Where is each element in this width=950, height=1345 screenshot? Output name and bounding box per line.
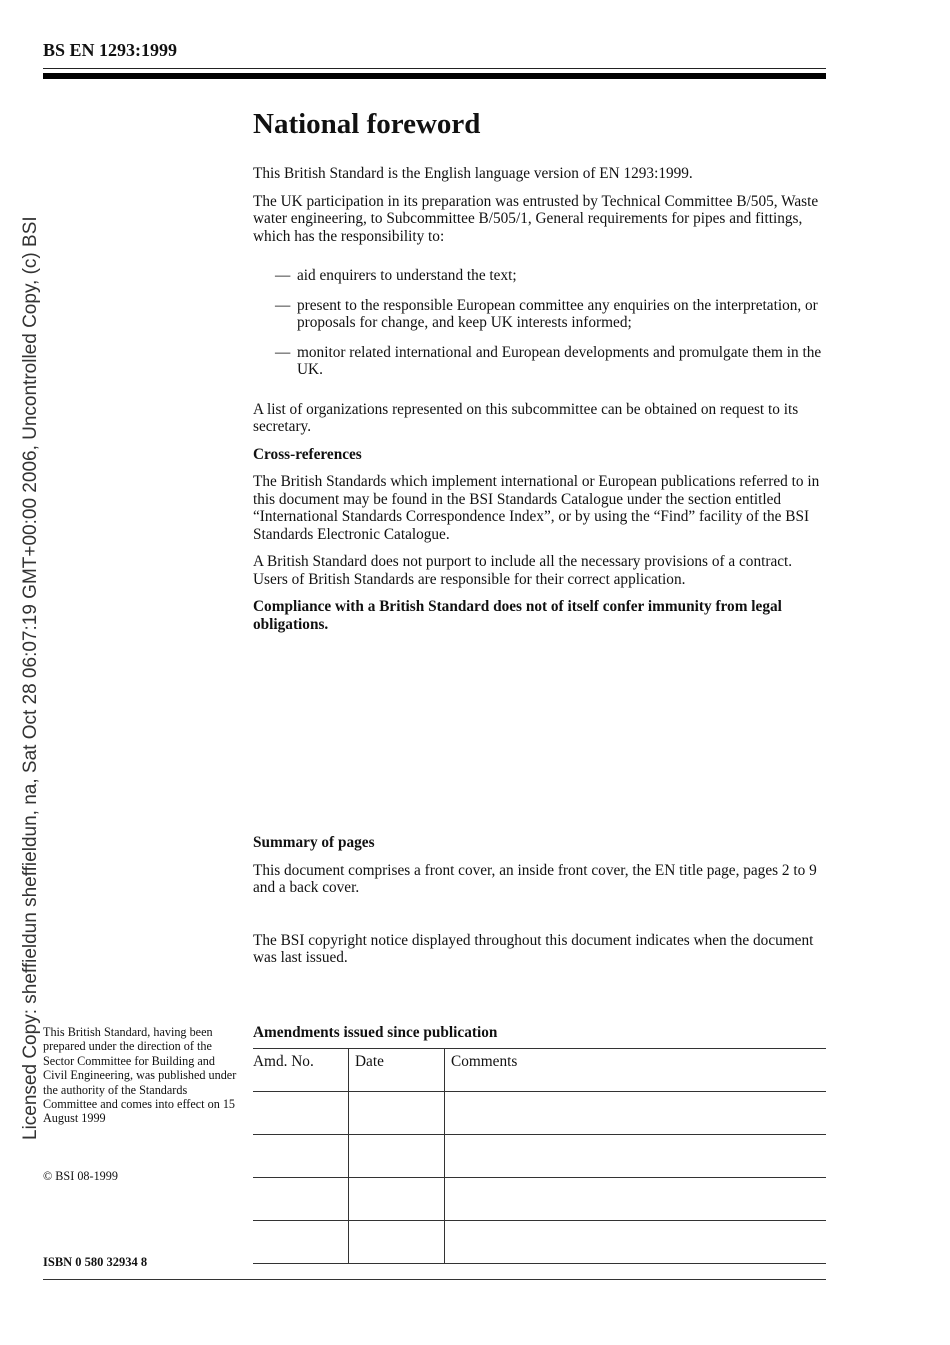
foreword-paragraph-1: This British Standard is the English language version of EN 1293:1999. <box>253 165 693 182</box>
foreword-paragraph-2: The UK participation in its preparation was entrusted by Technical Committee B/505, Waste water engineering, to Subcommittee B/505/1, General requirements for pipes and fittings, which has the responsibility to: <box>253 192 819 245</box>
list-dash: — <box>275 296 291 314</box>
footer-rule <box>43 1279 826 1280</box>
crossref-heading: Cross-references <box>253 445 362 463</box>
isbn: ISBN 0 580 32934 8 <box>43 1255 148 1269</box>
column-header-amd-no: Amd. No. <box>253 1049 349 1092</box>
table-row <box>253 1221 826 1264</box>
document-id-header: BS EN 1293:1999 <box>43 40 178 60</box>
header-rule-thin <box>43 68 826 69</box>
amendments-table <box>253 1048 826 1264</box>
column-header-date: Date <box>349 1049 445 1092</box>
compliance-statement: Compliance with a British Standard does not of itself confer immunity from legal obligations. <box>253 598 782 633</box>
summary-heading: Summary of pages <box>253 834 375 851</box>
bsi-copyright: © BSI 08-1999 <box>43 1169 118 1183</box>
publication-note: This British Standard, having been prepared under the direction of the Sector Committee for Building and Civil Engineering, was published under the authority of the Standards Committee and comes into effect on 15 August 1999 <box>43 1025 237 1126</box>
list-dash: — <box>275 343 291 361</box>
table-header-row <box>253 1049 826 1092</box>
foreword-body <box>253 165 828 643</box>
header-rule-thick <box>43 73 826 79</box>
table-row <box>253 1178 826 1221</box>
provisions-paragraph: A British Standard does not purport to include all the necessary provisions of a contract. Users of British Standards are responsible for their correct application. <box>253 553 793 588</box>
table-row <box>253 1092 826 1135</box>
responsibility-list-item: — monitor related international and European developments and promulgate them in the UK. <box>275 343 822 378</box>
summary-section <box>253 834 828 977</box>
table-row <box>253 1135 826 1178</box>
responsibility-list-item: — present to the responsible European committee any enquiries on the interpretation, or proposals for change, and keep UK interests informed; <box>275 296 818 331</box>
column-header-comments: Comments <box>445 1049 827 1092</box>
list-dash: — <box>275 267 291 284</box>
responsibility-list-item: — aid enquirers to understand the text; <box>275 267 517 284</box>
amendments-title: Amendments issued since publication <box>253 1024 498 1041</box>
page-title: National foreword <box>253 108 481 140</box>
license-watermark: Licensed Copy: sheffieldun sheffieldun, na, Sat Oct 28 06:07:19 GMT+00:00 2006, Uncontrolled Copy, (c) BSI <box>20 216 41 1140</box>
foreword-paragraph-3: A list of organizations represented on this subcommittee can be obtained on request to its secretary. <box>253 400 799 435</box>
copyright-notice-text: The BSI copyright notice displayed throughout this document indicates when the document was last issued. <box>253 931 814 966</box>
crossref-paragraph: The British Standards which implement international or European publications referred to in this document may be found in the BSI Standards Catalogue under the section entitled “International Standards Correspondence Index”, or by using the “Find” facility of the BSI Standards Electronic Catalogue. <box>253 473 820 543</box>
summary-text: This document comprises a front cover, an inside front cover, the EN title page, pages 2 to 9 and a back cover. <box>253 861 817 896</box>
